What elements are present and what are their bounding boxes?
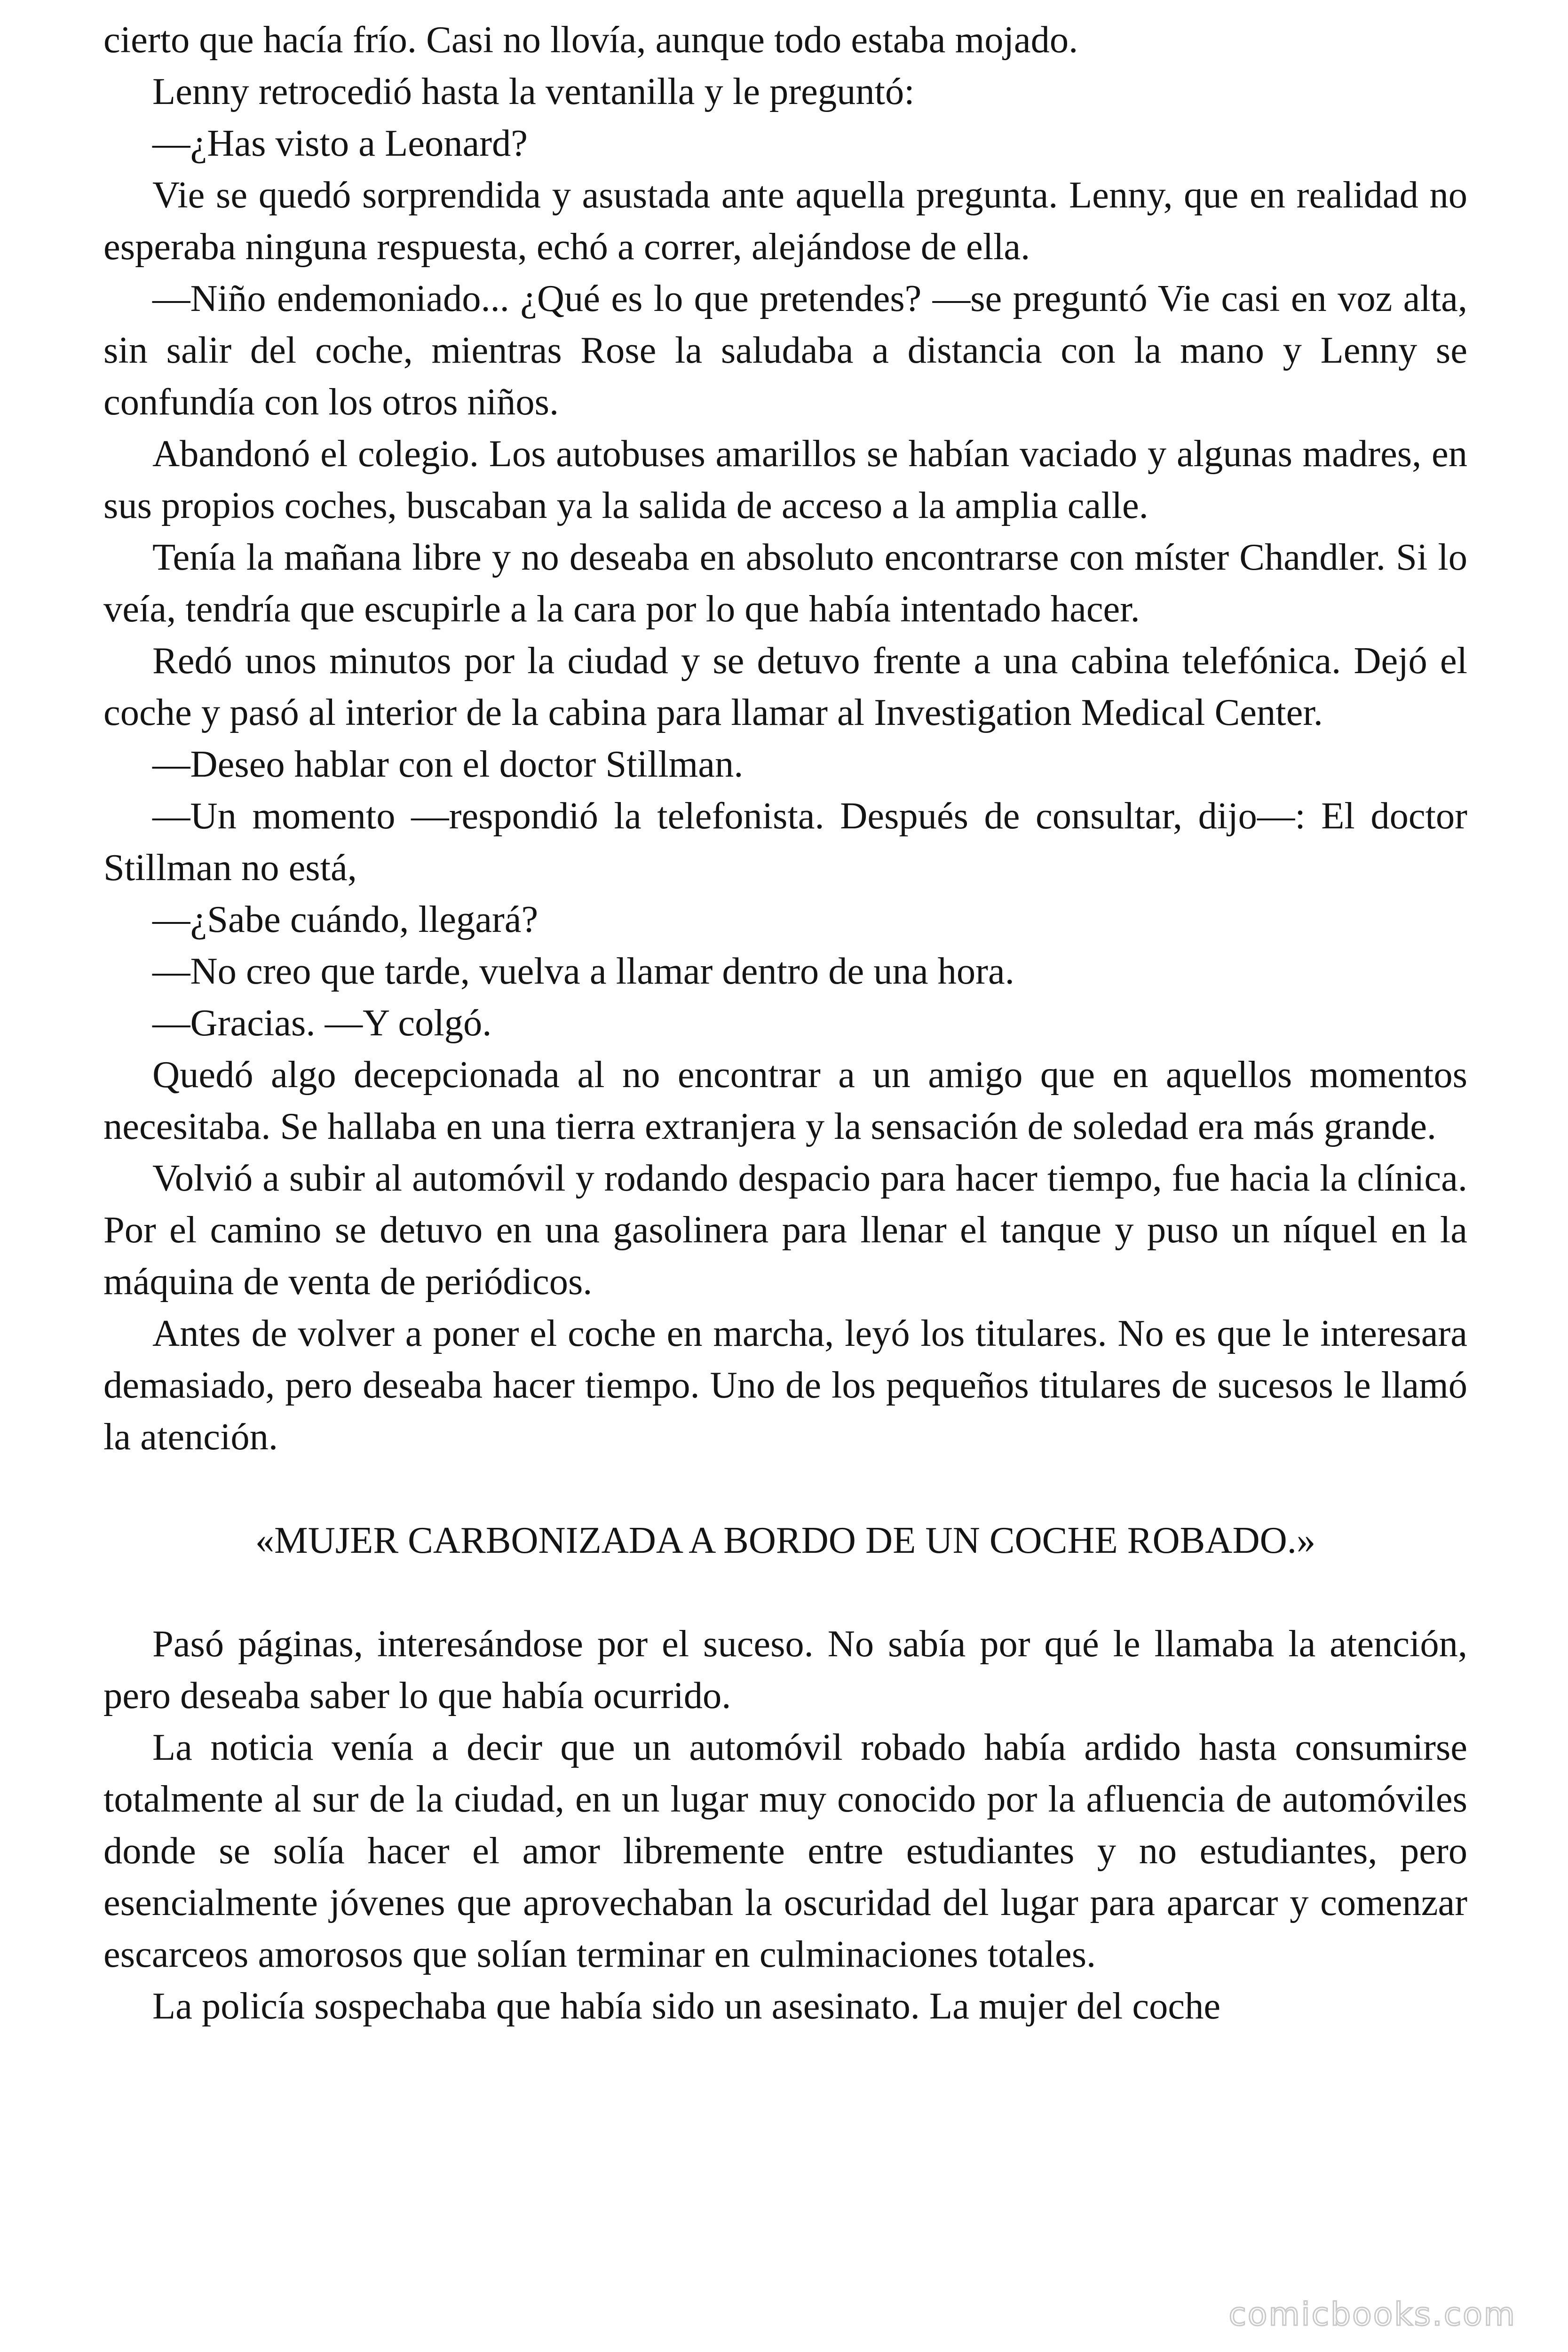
paragraph: Quedó algo decepcionada al no encontrar a un amigo que en aquellos momentos necesitaba. Se hallaba en una tierra extranjera y la sensación de soledad era más grande. (103, 1054, 1467, 1147)
paragraph: Antes de volver a poner el coche en marcha, leyó los titulares. No es que le interesara demasiado, pero deseaba hacer tiempo. Uno de los pequeños titulares de sucesos le llamó la atención. (103, 1312, 1467, 1458)
dialogue-line: —Un momento —respondió la telefonista. Después de consultar, dijo—: El doctor Stillman no está, (103, 795, 1467, 889)
dialogue-line: —¿Sabe cuándo, llegará? (152, 898, 539, 940)
paragraph: Abandonó el colegio. Los autobuses amarillos se habían vaciado y algunas madres, en sus propios coches, buscaban ya la salida de acceso a la amplia calle. (103, 433, 1467, 526)
paragraph: Volvió a subir al automóvil y rodando despacio para hacer tiempo, fue hacia la clínica. Por el camino se detuvo en una gasolinera para llenar el tanque y puso un níquel en la máquina de venta de periódicos. (103, 1157, 1467, 1303)
paragraph: Tenía la mañana libre y no deseaba en absoluto encontrarse con míster Chandler. Si lo veía, tendría que escupirle a la cara por lo que había intentado hacer. (103, 536, 1467, 630)
paragraph: cierto que hacía frío. Casi no llovía, aunque todo estaba mojado. (103, 19, 1078, 61)
paragraph: Vie se quedó sorprendida y asustada ante aquella pregunta. Lenny, que en realidad no esperaba ninguna respuesta, echó a correr, alejándose de ella. (103, 174, 1467, 268)
newspaper-headline: «MUJER CARBONIZADA A BORDO DE UN COCHE ROBADO.» (255, 1519, 1316, 1561)
dialogue-line: —Niño endemoniado... ¿Qué es lo que pretendes? —se preguntó Vie casi en voz alta, sin salir del coche, mientras Rose la saludaba a distancia con la mano y Lenny se confundía con los otros niños. (103, 278, 1467, 423)
paragraph: Redó unos minutos por la ciudad y se detuvo frente a una cabina telefónica. Dejó el coche y pasó al interior de la cabina para llamar al Investigation Medical Center. (103, 640, 1467, 733)
dialogue-line: —Gracias. —Y colgó. (152, 1002, 492, 1044)
dialogue-line: —Deseo hablar con el doctor Stillman. (152, 743, 744, 785)
paragraph: Pasó páginas, interesándose por el suceso. No sabía por qué le llamaba la atención, pero deseaba saber lo que había ocurrido. (103, 1623, 1467, 1716)
paragraph: La noticia venía a decir que un automóvil robado había ardido hasta consumirse totalmente al sur de la ciudad, en un lugar muy conocido por la afluencia de automóviles donde se solía hacer el amor libremente entre estudiantes y no estudiantes, pero esencialmente jóvenes que aprovechaban la oscuridad del lugar para aparcar y comenzar escarceos amorosos que solían terminar en culminaciones totales. (103, 1726, 1467, 1975)
paragraph: La policía sospechaba que había sido un asesinato. La mujer del coche (152, 1985, 1221, 2027)
book-page (103, 14, 1467, 2032)
dialogue-line: —¿Has visto a Leonard? (152, 122, 528, 164)
watermark-text: comicbooks.com (1228, 2296, 1516, 2333)
paragraph: Lenny retrocedió hasta la ventanilla y le preguntó: (152, 71, 915, 112)
dialogue-line: —No creo que tarde, vuelva a llamar dentro de una hora. (152, 950, 1014, 992)
